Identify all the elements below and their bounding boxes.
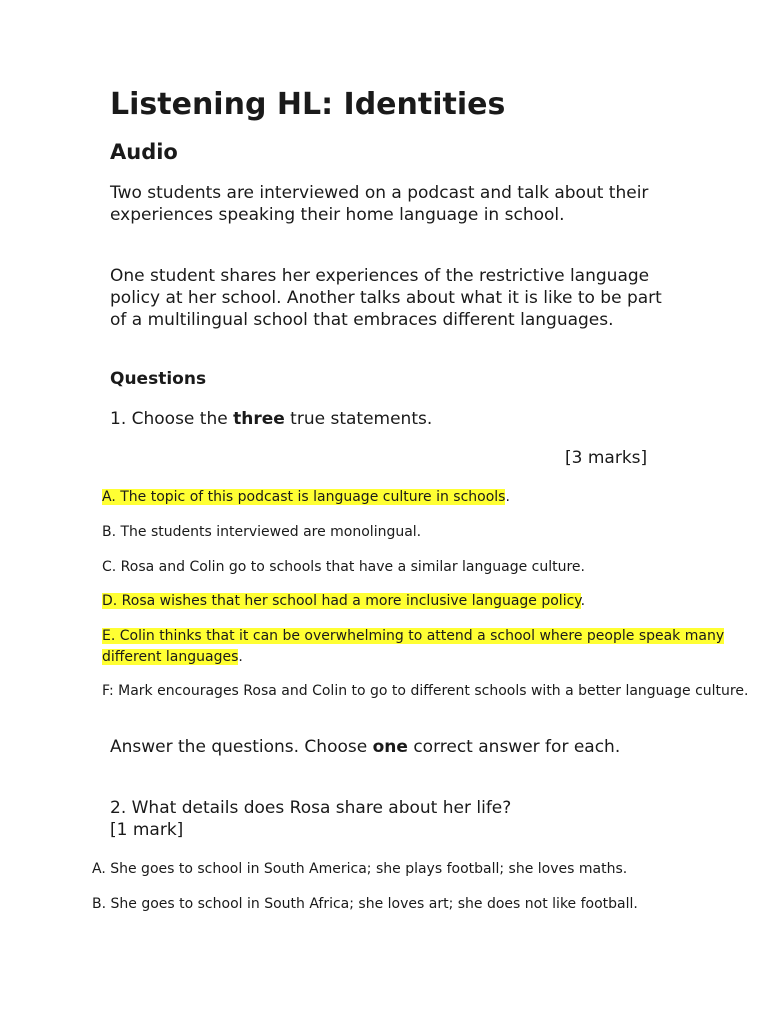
question-1-prompt [110,408,432,430]
question-1-prefix: 1. Choose the [110,409,234,429]
q1-option-e-tail: . [238,649,243,665]
instruction-emphasis: one [372,737,408,757]
q1-option-b [102,522,762,543]
q1-option-f-text: F: Mark encourages Rosa and Colin to go to different schools with a better language culture. [102,683,749,699]
q1-option-d-text: D. Rosa wishes that her school had a more inclusive language policy [102,593,581,609]
q1-option-f [102,681,762,702]
instruction-suffix: correct answer for each. [407,737,621,757]
q1-option-e-text: E. Colin thinks that it can be overwhelming to attend a school where people speak many different languages [102,628,725,665]
audio-heading: Audio [110,140,178,164]
question-2-marks: [1 mark] [110,820,184,840]
instruction-text [110,736,670,758]
question-1-emphasis: three [233,409,285,429]
question-1-marks: [3 marks] [565,448,648,468]
q1-option-a-text: A. The topic of this podcast is language culture in schools [102,489,506,505]
instruction-prefix: Answer the questions. Choose [110,737,373,757]
questions-heading: Questions [110,369,207,389]
q2-option-a: A. She goes to school in South America; she plays football; she loves maths. [92,861,628,877]
q1-option-d [102,591,762,612]
q1-option-e [102,626,762,668]
q1-option-c [102,557,762,578]
q1-option-a [102,487,762,508]
q1-option-a-tail: . [505,489,510,505]
q2-option-b: B. She goes to school in South Africa; she loves art; she does not like football. [92,896,638,912]
page-title: Listening HL: Identities [110,87,506,122]
audio-description-1: Two students are interviewed on a podcast and talk about their experiences speaking their home language in school. [110,183,649,225]
question-2-prompt: 2. What details does Rosa share about her life? [110,798,512,818]
q1-option-d-tail: . [580,593,586,609]
q1-option-b-text: B. The students interviewed are monolingual. [102,524,422,540]
audio-description-2: One student shares her experiences of the restrictive language policy at her school. Another talks about what it is like to be part of a multilingual school that embraces different languages. [110,266,662,330]
question-1-suffix: true statements. [284,409,433,429]
q1-option-c-text: C. Rosa and Colin go to schools that have a similar language culture. [102,559,585,575]
